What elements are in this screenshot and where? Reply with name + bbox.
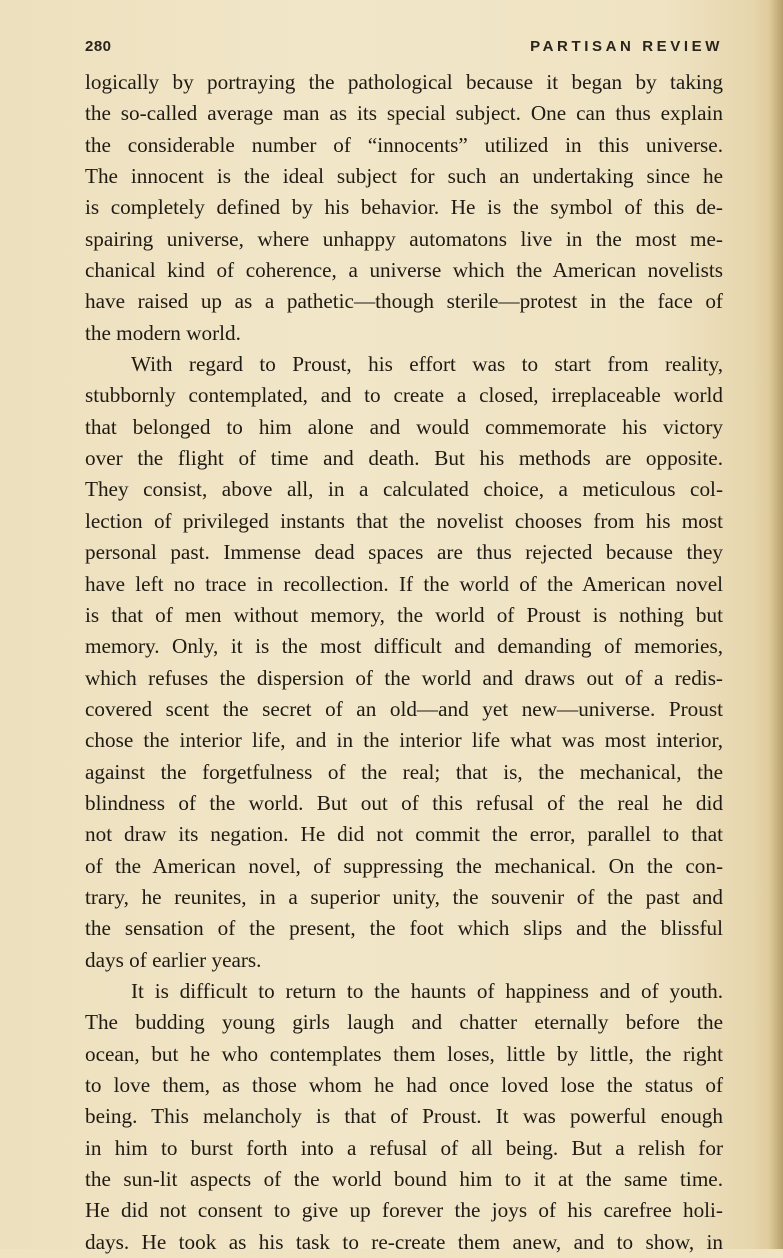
- page-number: 280: [85, 38, 112, 55]
- text-line: chanical kind of coherence, a universe which the American novelists: [85, 258, 723, 283]
- text-line: stubbornly contemplated, and to create a closed, irreplaceable world: [85, 383, 723, 408]
- paragraph-3: [85, 976, 723, 1258]
- paragraph-1: [85, 67, 723, 349]
- text-line: the sensation of the present, the foot which slips and the blissful: [85, 916, 723, 941]
- text-line: have raised up as a pathetic—though sterile—protest in the face of: [85, 289, 723, 314]
- running-head: [85, 36, 723, 60]
- text-line: of the American novel, of suppressing the mechanical. On the con-: [85, 853, 723, 878]
- text-line: chose the interior life, and in the interior life what was most interior,: [85, 728, 723, 753]
- text-line: trary, he reunites, in a superior unity, the souvenir of the past and: [85, 884, 723, 909]
- journal-title: PARTISAN REVIEW: [530, 38, 723, 55]
- text-line: is completely defined by his behavior. He is the symbol of this de-: [85, 195, 723, 220]
- text-line: The innocent is the ideal subject for such an undertaking since he: [85, 164, 723, 189]
- text-line: against the forgetfulness of the real; that is, the mechanical, the: [85, 759, 723, 784]
- page-edge-shadow: [769, 0, 783, 1249]
- text-line: lection of privileged instants that the novelist chooses from his most: [85, 508, 723, 533]
- text-line: He did not consent to give up forever the joys of his carefree holi-: [85, 1198, 723, 1223]
- text-line: the so-called average man as its special subject. One can thus explain: [85, 101, 723, 126]
- text-line: logically by portraying the pathological because it began by taking: [85, 70, 723, 94]
- text-line: have left no trace in recollection. If the world of the American novel: [85, 571, 723, 596]
- text-line: being. This melancholy is that of Proust. It was powerful enough: [85, 1104, 723, 1129]
- text-line: memory. Only, it is the most difficult and demanding of memories,: [85, 634, 723, 659]
- text-line: not draw its negation. He did not commit the error, parallel to that: [85, 822, 723, 847]
- text-line: is that of men without memory, the world of Proust is nothing but: [85, 602, 723, 627]
- text-line: the considerable number of “innocents” utilized in this universe.: [85, 132, 723, 157]
- text-line: that belonged to him alone and would commemorate his victory: [85, 414, 723, 439]
- text-line: to love them, as those whom he had once loved lose the status of: [85, 1073, 723, 1097]
- text-line: It is difficult to return to the haunts of happiness and of youth.: [131, 978, 723, 1003]
- text-line: over the flight of time and death. But his methods are opposite.: [85, 446, 723, 471]
- text-line: The budding young girls laugh and chatter eternally before the: [85, 1010, 723, 1035]
- text-line: the sun-lit aspects of the world bound him to it at the same time.: [85, 1167, 723, 1192]
- text-line: blindness of the world. But out of this refusal of the real he did: [85, 790, 723, 815]
- text-line: With regard to Proust, his effort was to start from reality,: [131, 352, 723, 377]
- paragraph-2: [85, 349, 723, 976]
- text-line: in him to burst forth into a refusal of all being. But a relish for: [85, 1135, 723, 1160]
- body-text: [85, 67, 723, 1258]
- text-line: ocean, but he who contemplates them loses, little by little, the right: [85, 1041, 723, 1066]
- text-line: days of earlier years.: [85, 947, 262, 972]
- text-line: spairing universe, where unhappy automatons live in the most me-: [85, 226, 723, 251]
- text-line: They consist, above all, in a calculated choice, a meticulous col-: [85, 477, 723, 502]
- text-line: which refuses the dispersion of the world and draws out of a redis-: [85, 665, 723, 690]
- text-line: the modern world.: [85, 320, 241, 345]
- text-line: personal past. Immense dead spaces are thus rejected because they: [85, 540, 723, 565]
- text-line: covered scent the secret of an old—and yet new—universe. Proust: [85, 696, 723, 721]
- text-line: days. He took as his task to re-create them anew, and to show, in: [85, 1229, 723, 1254]
